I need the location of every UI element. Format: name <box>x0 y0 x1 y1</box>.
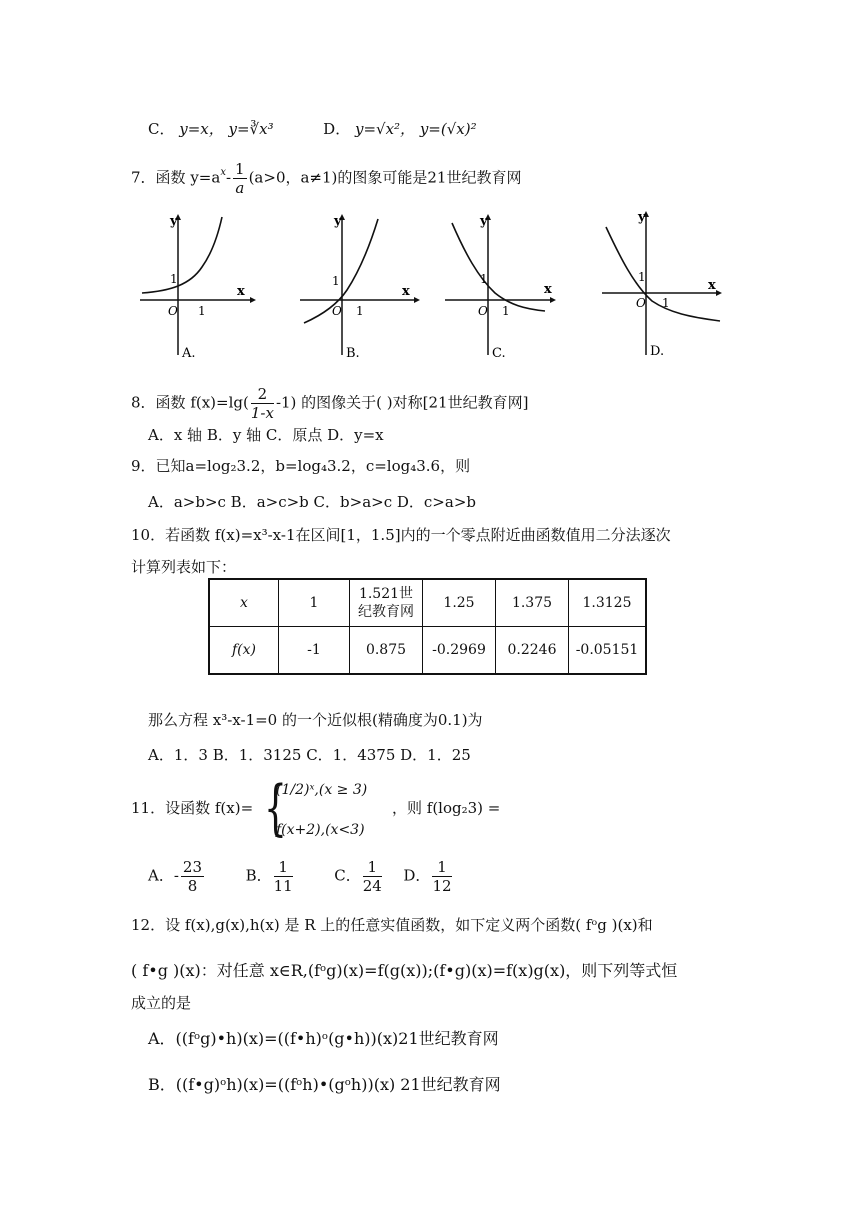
q11-text-post: ，则 f(log₂3) = <box>392 799 501 817</box>
table-row <box>209 579 646 627</box>
q12-text2: ( f•g )(x)：对任意 x∈R,(fᵒg)(x)=f(g(x));(f•g)(x)=f(x)g(x)，则下列等式恒 <box>131 961 678 980</box>
table-cell: f(x) <box>209 627 279 675</box>
q9-options: A．a>b>c B．a>c>b C．b>a>c D．c>a>b <box>148 493 476 511</box>
q11-option-b-label: B． <box>245 866 272 885</box>
q10-text1: 若函数 f(x)=x³-x-1在区间[1，1.5]内的一个零点附近曲函数值用二分法逐次 <box>165 526 671 544</box>
q6-option-c-expr: y=x， y=∛x³ <box>179 120 274 138</box>
q8-fraction: $\frac{2}{1-x}$ <box>250 385 274 422</box>
q12-stem <box>131 914 653 935</box>
q9-number: 9． <box>131 457 156 475</box>
q11-option-d-label: D． <box>403 866 431 885</box>
q7-graph-d-label: D. <box>650 344 665 359</box>
q12-option-b: B．((f•g)ᵒh)(x)=((fᵒh)•(gᵒh))(x) 21世纪教育网 <box>148 1075 501 1094</box>
svg-text:1: 1 <box>502 304 510 318</box>
q7-fraction: $\frac{1}{a}$ <box>235 160 245 197</box>
q10-text3: 那么方程 x³-x-1=0 的一个近似根(精确度为0.1)为 <box>148 711 483 729</box>
svg-text:y: y <box>334 214 342 229</box>
svg-text:1: 1 <box>332 274 340 288</box>
table-cell: 1.375 <box>496 579 569 627</box>
svg-text:y: y <box>170 214 178 229</box>
q11-option-c-label: C． <box>334 866 361 885</box>
q11-option-c-frac: $\frac{1}{24}$ <box>362 858 382 895</box>
q11-text-pre: 设函数 f(x)= <box>165 799 254 817</box>
q12-number: 12． <box>131 916 166 934</box>
q6-option-row <box>148 118 477 139</box>
svg-text:O: O <box>478 304 488 318</box>
table-cell: -1 <box>279 627 350 675</box>
q9-text: 已知a=log₂3.2，b=log₄3.2，c=log₄3.6，则 <box>155 457 471 475</box>
svg-text:x: x <box>544 282 552 297</box>
table-cell: 1.3125 <box>569 579 647 627</box>
q7-graph-b <box>292 205 452 365</box>
q11-number: 11． <box>131 799 166 817</box>
q11-options <box>148 858 454 895</box>
q7-graph-c <box>440 205 600 365</box>
q7-graph-b-label: B. <box>346 346 360 361</box>
table-cell: 1 <box>279 579 350 627</box>
table-cell: 0.875 <box>350 627 423 675</box>
q7-graph-a <box>130 205 290 365</box>
q7-graph-d <box>600 205 760 365</box>
q11-stem <box>131 797 253 818</box>
svg-text:1: 1 <box>662 296 670 310</box>
q10-text2: 计算列表如下： <box>131 558 237 576</box>
table-cell: -0.2969 <box>423 627 496 675</box>
svg-text:O: O <box>636 296 646 310</box>
svg-text:y: y <box>480 214 488 229</box>
q11-brace: { <box>264 773 287 843</box>
q12-option-a: A．((fᵒg)•h)(x)=((f•h)ᵒ(g•h))(x)21世纪教育网 <box>148 1029 499 1048</box>
q7-text-pre: 函数 y=a <box>155 168 221 187</box>
table-cell: -0.05151 <box>569 627 647 675</box>
svg-text:O: O <box>168 304 178 318</box>
q8-text-post: -1) 的图像关于( )对称[21世纪教育网] <box>275 393 529 412</box>
table-cell: 1.521世纪教育网 <box>350 579 423 627</box>
table-cell: 0.2246 <box>496 627 569 675</box>
svg-text:1: 1 <box>356 304 364 318</box>
q7-stem: 7．函数 $y=a^x-$ $\frac{1}{a}$ (a>0，a≠1)的图象可能是21世纪教育网 <box>131 160 522 197</box>
bisection-table <box>208 578 647 675</box>
svg-text:x: x <box>708 278 716 293</box>
svg-text:1: 1 <box>170 272 178 286</box>
svg-text:1: 1 <box>198 304 206 318</box>
table-cell: x <box>209 579 279 627</box>
svg-text:x: x <box>237 284 245 299</box>
q11-option-b-frac: $\frac{1}{11}$ <box>273 858 293 895</box>
q10-number: 10． <box>131 526 166 544</box>
q9-stem <box>131 455 470 476</box>
q7-graph-c-label: C. <box>492 346 506 361</box>
q11-case1: (1/2)ˣ,(x ≥ 3) <box>276 782 368 798</box>
q6-option-d-expr: y=√x²， y=(√x)² <box>354 120 477 138</box>
q11-option-d-frac: $\frac{1}{12}$ <box>432 858 452 895</box>
q6-option-d-label: D． <box>323 120 351 138</box>
q11-option-a-sign: - <box>173 866 179 885</box>
svg-text:1: 1 <box>638 270 646 284</box>
q11-option-a-frac: $\frac{23}{8}$ <box>182 858 203 895</box>
q6-option-c-label: C． <box>148 120 175 138</box>
q11-option-a-label: A． <box>148 866 174 885</box>
svg-text:O: O <box>332 304 342 318</box>
svg-text:x: x <box>402 284 410 299</box>
q11-case2: f(x+2),(x<3) <box>276 822 365 838</box>
q10-stem <box>131 524 671 545</box>
q12-text3: 成立的是 <box>131 994 192 1012</box>
table-cell: 1.25 <box>423 579 496 627</box>
svg-text:1: 1 <box>480 272 488 286</box>
q8-text-pre: 函数 f(x)=lg( <box>155 393 249 412</box>
q10-options: A．1．3 B．1．3125 C．1．4375 D．1．25 <box>148 746 471 764</box>
table-row <box>209 627 646 675</box>
q8-options: A．x 轴 B．y 轴 C．原点 D．y=x <box>148 426 384 444</box>
q7-number: 7． <box>131 168 156 187</box>
q8-stem <box>131 385 528 422</box>
q7-graph-a-label: A. <box>182 346 196 361</box>
svg-text:y: y <box>638 210 646 225</box>
q12-text1: 设 f(x),g(x),h(x) 是 R 上的任意实值函数，如下定义两个函数( fᵒg )(x)和 <box>165 916 653 934</box>
q8-number: 8． <box>131 393 156 412</box>
q7-text: (a>0，a≠1)的图象可能是21世纪教育网 <box>248 168 522 187</box>
